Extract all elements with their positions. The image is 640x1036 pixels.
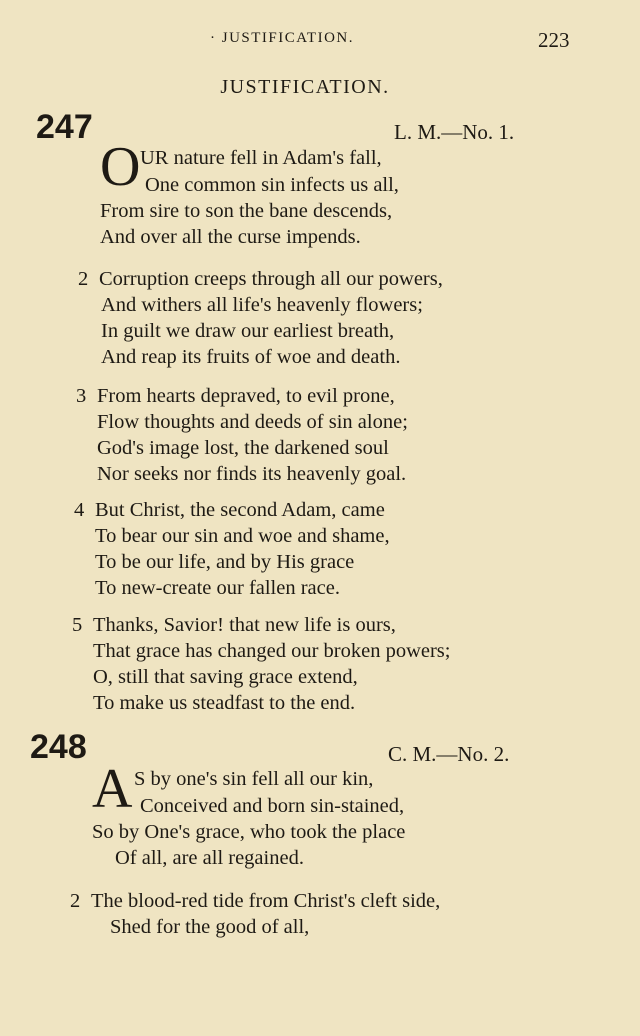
verse-line: S by one's sin fell all our kin, <box>134 768 374 790</box>
verse-line: And over all the curse impends. <box>100 226 361 248</box>
stanza-number: 5 <box>72 614 83 636</box>
hymn-meter: L. M.—No. 1. <box>394 120 515 144</box>
verse-line: And reap its fruits of woe and death. <box>101 346 401 368</box>
stanza-number: 3 <box>76 385 87 407</box>
hymn-meter: C. M.—No. 2. <box>388 742 510 766</box>
verse-line: From sire to son the bane descends, <box>100 200 393 222</box>
page-number: 223 <box>538 28 570 52</box>
verse-line: God's image lost, the darkened soul <box>97 437 389 459</box>
hymn-number: 248 <box>30 728 87 766</box>
verse-line: Nor seeks nor finds its heavenly goal. <box>97 463 407 485</box>
verse-line: To bear our sin and woe and shame, <box>95 525 390 547</box>
verse-line: In guilt we draw our earliest breath, <box>101 320 395 342</box>
verse-line: The blood-red tide from Christ's cleft side, <box>91 890 441 912</box>
verse-line: Corruption creeps through all our powers, <box>99 268 443 290</box>
verse-line: Shed for the good of all, <box>110 916 310 938</box>
verse-line: Flow thoughts and deeds of sin alone; <box>97 411 408 433</box>
verse-line: And withers all life's heavenly flowers; <box>101 294 423 316</box>
stanza-number: 4 <box>74 499 85 521</box>
running-head: · JUSTIFICATION. <box>210 30 354 46</box>
drop-cap: O <box>100 136 141 198</box>
verse-line: UR nature fell in Adam's fall, <box>140 147 382 169</box>
hymn-number: 247 <box>36 108 93 146</box>
verse-line: One common sin infects us all, <box>145 174 399 196</box>
section-title: JUSTIFICATION. <box>220 76 390 98</box>
drop-cap: A <box>92 758 133 820</box>
verse-line: O, still that saving grace extend, <box>93 666 358 688</box>
verse-line: To new-create our fallen race. <box>95 577 340 599</box>
verse-line: To be our life, and by His grace <box>95 551 355 573</box>
verse-line: Of all, are all regained. <box>115 847 304 869</box>
stanza-number: 2 <box>78 268 89 290</box>
stanza-number: 2 <box>70 890 81 912</box>
verse-line: So by One's grace, who took the place <box>92 821 406 843</box>
verse-line: That grace has changed our broken powers; <box>93 640 451 662</box>
verse-line: Conceived and born sin-stained, <box>140 795 405 817</box>
verse-line: But Christ, the second Adam, came <box>95 499 385 521</box>
verse-line: From hearts depraved, to evil prone, <box>97 385 395 407</box>
verse-line: Thanks, Savior! that new life is ours, <box>93 614 396 636</box>
verse-line: To make us steadfast to the end. <box>93 692 356 714</box>
